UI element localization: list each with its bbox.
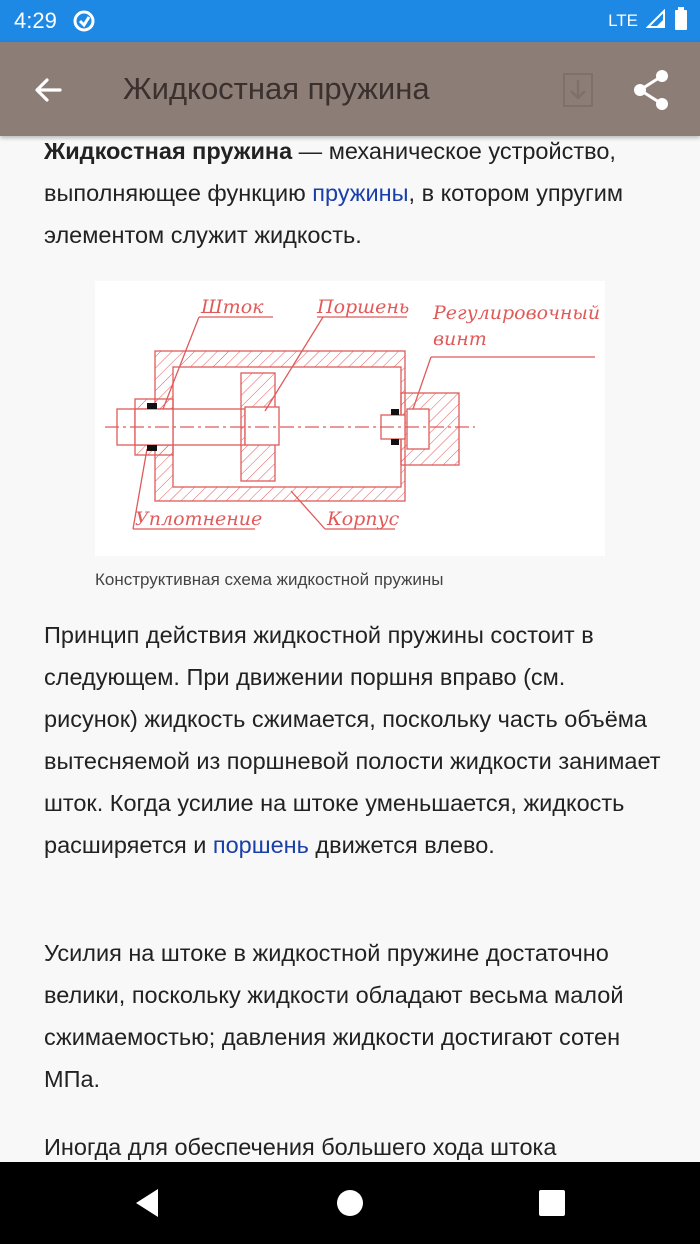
data-saver-icon	[71, 8, 97, 34]
intro-text-1: — механическое устройство, выполняющее функцию	[44, 138, 616, 206]
app-bar	[0, 42, 700, 136]
label-screw-1: Регулировочный	[433, 302, 601, 324]
force-paragraph: Усилия на штоке в жидкостной пружине достаточно велики, поскольку жидкости обладают весьма малой сжимаемостью; давления жидкости достигают сотен МПа.	[44, 940, 624, 1092]
label-seal: Уплотнение	[135, 508, 263, 530]
signal-icon	[646, 9, 666, 34]
arrow-back-icon	[32, 74, 64, 106]
nav-back-button[interactable]	[128, 1183, 168, 1223]
intro-text-2: , в котором упругим элементом служит жидкость.	[44, 180, 623, 248]
nav-home-icon	[330, 1183, 370, 1223]
intro-paragraph	[44, 136, 664, 256]
article-content	[0, 136, 700, 1162]
share-icon	[628, 66, 676, 114]
link-piston[interactable]: поршень	[212, 832, 309, 858]
link-spring[interactable]: пружины	[312, 180, 409, 206]
spring-diagram[interactable]	[95, 281, 605, 556]
network-type: LTE	[608, 11, 638, 30]
figure-caption: Конструктивная схема жидкостной пружины	[95, 570, 444, 589]
page-title: Жидкостная пружина	[123, 71, 430, 106]
principle-text-1: Принцип действия жидкостной пружины состоит в следующем. При движении поршня вправо (см. рисунок) жидкость сжимается, поскольку часть объёма вытесняемой из поршневой полости жидкости занимает шток. Когда усилие на штоке уменьшается, жидкость расширяется и	[44, 622, 661, 858]
nav-recents-button[interactable]	[532, 1183, 572, 1223]
next-paragraph: Иногда для обеспечения большего хода штока	[44, 1134, 557, 1160]
share-button[interactable]	[628, 66, 676, 114]
label-rod: Шток	[201, 296, 264, 318]
download-button[interactable]	[560, 70, 596, 110]
battery-icon	[674, 7, 688, 36]
label-body: Корпус	[327, 508, 400, 530]
status-bar	[0, 0, 700, 42]
status-time: 4:29	[14, 8, 57, 33]
label-screw-2: винт	[433, 328, 487, 350]
navigation-bar	[0, 1162, 700, 1244]
term-bold: Жидкостная пружина	[44, 138, 293, 164]
back-button[interactable]	[28, 70, 68, 110]
nav-back-icon	[128, 1183, 168, 1223]
principle-text-2: движется влево.	[308, 832, 495, 858]
principle-paragraph	[44, 614, 664, 866]
label-piston: Поршень	[317, 296, 410, 318]
nav-recents-icon	[532, 1183, 572, 1223]
download-icon	[560, 70, 596, 110]
nav-home-button[interactable]	[330, 1183, 370, 1223]
